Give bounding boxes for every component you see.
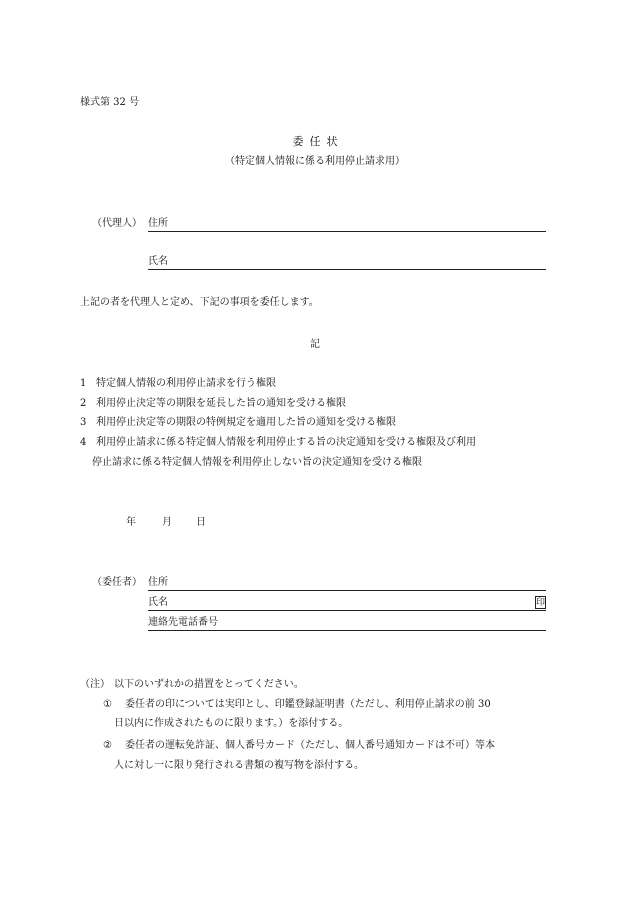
principal-address-field[interactable]	[148, 590, 546, 591]
authority-number: 2	[80, 398, 87, 409]
notes-label: （注）	[80, 679, 110, 690]
note-text-continuation: 日以内に作成されたものに限ります。）を添付する。	[114, 718, 349, 729]
agent-address-field[interactable]	[148, 231, 546, 232]
form-number: 様式第 32 号	[80, 97, 140, 108]
document-title: 委任状	[292, 135, 344, 148]
agent-name-label: 氏名	[148, 256, 168, 267]
delegation-statement: 上記の者を代理人と定め、下記の事項を委任します。	[80, 297, 319, 308]
notes-intro: 以下のいずれかの措置をとってください。	[114, 679, 304, 690]
authority-text-continuation: 停止請求に係る特定個人情報を利用停止しない旨の決定通知を受ける権限	[92, 457, 422, 468]
date-month-label: 月	[162, 517, 172, 528]
authority-number: 1	[80, 378, 87, 389]
note-marker: ②	[103, 740, 112, 751]
principal-name-label: 氏名	[148, 597, 168, 608]
agent-address-label: 住所	[148, 218, 168, 229]
ki-heading: 記	[310, 339, 320, 350]
agent-name-field[interactable]	[148, 269, 546, 270]
principal-phone-label: 連絡先電話番号	[148, 617, 218, 628]
document-subtitle: （特定個人情報に係る利用停止請求用）	[225, 156, 405, 167]
date-year-label: 年	[126, 517, 136, 528]
principal-address-label: 住所	[148, 577, 168, 588]
principal-phone-field[interactable]	[148, 630, 546, 631]
authority-text: 利用停止請求に係る特定個人情報を利用停止する旨の決定通知を受ける権限及び利用	[96, 437, 476, 448]
note-text: 委任者の印については実印とし、印鑑登録証明書（ただし、利用停止請求の前 30	[125, 699, 491, 710]
authority-text: 利用停止決定等の期限の特例規定を適用した旨の通知を受ける権限	[96, 417, 396, 428]
principal-role-label: （委任者）	[92, 577, 142, 588]
principal-name-field[interactable]	[148, 610, 546, 611]
note-text-continuation: 人に対し一に限り発行される書類の複写物を添付する。	[114, 760, 364, 771]
date-day-label: 日	[196, 517, 206, 528]
note-text: 委任者の運転免許証、個人番号カード（ただし、個人番号通知カードは不可）等本	[125, 740, 495, 751]
authority-text: 特定個人情報の利用停止請求を行う権限	[96, 378, 276, 389]
agent-role-label: （代理人）	[92, 218, 142, 229]
authority-text: 利用停止決定等の期限を延長した旨の通知を受ける権限	[96, 398, 346, 409]
authority-number: 4	[80, 437, 87, 448]
authority-number: 3	[80, 417, 87, 428]
seal-box: 印	[536, 598, 546, 608]
note-marker: ①	[103, 699, 112, 710]
